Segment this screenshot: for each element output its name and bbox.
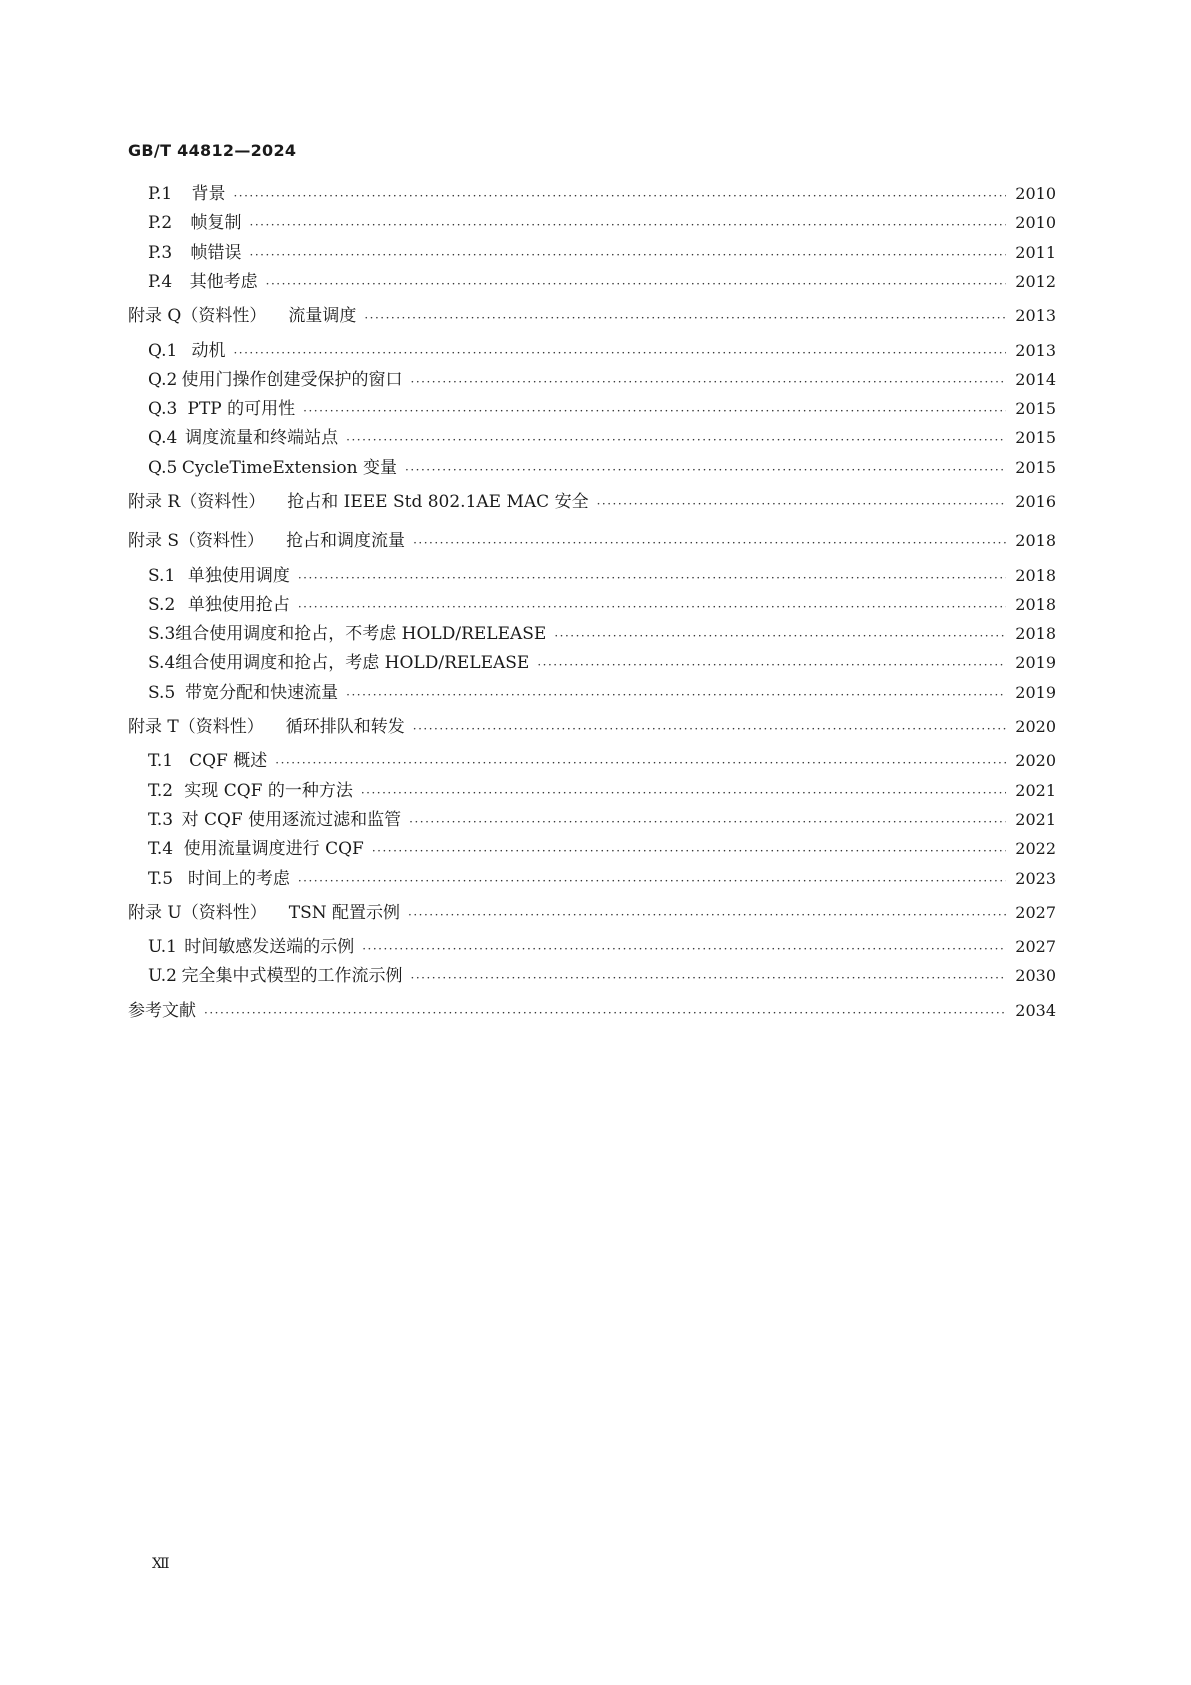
toc-entry[interactable] bbox=[128, 490, 1056, 514]
toc-entry-number: Q.1 bbox=[148, 341, 178, 361]
dot-leader bbox=[298, 597, 1006, 617]
toc-entry-title: 抢占和 IEEE Std 802.1AE MAC 安全 bbox=[287, 492, 589, 512]
toc-entry[interactable] bbox=[128, 339, 1056, 363]
toc-entry-number: 附录 T（资料性） bbox=[128, 717, 264, 737]
dot-leader bbox=[361, 783, 1006, 803]
toc-entry-page: 2015 bbox=[1015, 428, 1056, 447]
toc-entry[interactable] bbox=[128, 241, 1056, 265]
page-number: Ⅻ bbox=[152, 1556, 170, 1572]
toc-entry-title: 时间敏感发送端的示例 bbox=[184, 937, 355, 957]
dot-leader bbox=[275, 753, 1006, 773]
toc-entry-number: S.5 bbox=[148, 683, 176, 703]
toc-entry-number: T.3 bbox=[148, 810, 174, 830]
toc-entry-number: P.1 bbox=[148, 184, 173, 204]
toc-entry-page: 2010 bbox=[1015, 184, 1056, 203]
dot-leader bbox=[405, 460, 1006, 480]
toc-entry-title: 组合使用调度和抢占，不考虑 HOLD/RELEASE bbox=[175, 624, 547, 644]
toc-entry[interactable] bbox=[128, 681, 1056, 705]
toc-entry-number: 附录 R（资料性） bbox=[128, 492, 266, 512]
dot-leader bbox=[362, 939, 1006, 959]
dot-leader bbox=[346, 685, 1006, 705]
toc-entry-number: P.3 bbox=[148, 243, 173, 263]
toc-entry-title: 流量调度 bbox=[288, 306, 357, 326]
toc-entry-page: 2030 bbox=[1015, 966, 1056, 985]
toc-entry-number: S.1 bbox=[148, 566, 176, 586]
toc-entry-title: 抢占和调度流量 bbox=[286, 531, 406, 551]
toc-entry-page: 2018 bbox=[1015, 566, 1056, 585]
toc-entry-title: 时间上的考虑 bbox=[187, 869, 290, 889]
toc-entry-number: T.5 bbox=[148, 869, 174, 889]
toc-entry-page: 2012 bbox=[1015, 272, 1056, 291]
toc-entry-title: 帧复制 bbox=[190, 213, 242, 233]
toc-entry-title: 对 CQF 使用逐流过滤和监管 bbox=[181, 810, 402, 830]
dot-leader bbox=[298, 871, 1006, 891]
toc-entry[interactable] bbox=[128, 867, 1056, 891]
toc-entry-title: 背景 bbox=[191, 184, 226, 204]
toc-entry-title: 使用门操作创建受保护的窗口 bbox=[181, 370, 403, 390]
toc-entry-page: 2015 bbox=[1015, 458, 1056, 477]
toc-entry-page: 2027 bbox=[1015, 903, 1056, 922]
toc-entry-title: PTP 的可用性 bbox=[187, 399, 296, 419]
toc-entry-title: 带宽分配和快速流量 bbox=[185, 683, 339, 703]
toc-entry[interactable] bbox=[128, 529, 1056, 553]
dot-leader bbox=[413, 719, 1006, 739]
toc-entry[interactable] bbox=[128, 935, 1056, 959]
toc-entry-number: T.2 bbox=[148, 781, 174, 801]
dot-leader bbox=[364, 308, 1006, 328]
dot-leader bbox=[250, 215, 1006, 235]
toc-entry[interactable] bbox=[128, 456, 1056, 480]
toc-entry-page: 2018 bbox=[1015, 624, 1056, 643]
toc-entry-number: Q.5 bbox=[148, 458, 178, 478]
dot-leader bbox=[411, 372, 1007, 392]
toc-entry-number: U.1 bbox=[148, 937, 177, 957]
dot-leader bbox=[298, 568, 1006, 588]
toc-entry-title: TSN 配置示例 bbox=[288, 903, 400, 923]
toc-entry-title: 单独使用调度 bbox=[187, 566, 290, 586]
toc-entry[interactable] bbox=[128, 397, 1056, 421]
toc-entry-page: 2018 bbox=[1015, 531, 1056, 550]
toc-entry-title: 单独使用抢占 bbox=[187, 595, 290, 615]
toc-entry-title: 调度流量和终端站点 bbox=[185, 428, 339, 448]
toc-entry-number: T.4 bbox=[148, 839, 174, 859]
toc-entry[interactable] bbox=[128, 901, 1056, 925]
toc-entry-number: U.2 bbox=[148, 966, 177, 986]
dot-leader bbox=[303, 401, 1006, 421]
toc-entry-page: 2020 bbox=[1015, 751, 1056, 770]
dot-leader bbox=[411, 968, 1007, 988]
toc-entry[interactable] bbox=[128, 622, 1056, 646]
dot-leader bbox=[250, 245, 1006, 265]
dot-leader bbox=[372, 841, 1006, 861]
toc-entry-title: 使用流量调度进行 CQF bbox=[183, 839, 364, 859]
toc-entry-number: Q.3 bbox=[148, 399, 178, 419]
toc-entry-title: 组合使用调度和抢占，考虑 HOLD/RELEASE bbox=[175, 653, 530, 673]
toc-entry[interactable] bbox=[128, 651, 1056, 675]
toc-entry[interactable] bbox=[128, 779, 1056, 803]
toc-entry-page: 2021 bbox=[1015, 781, 1056, 800]
toc-entry-number: 附录 Q（资料性） bbox=[128, 306, 267, 326]
toc-entry-page: 2020 bbox=[1015, 717, 1056, 736]
toc-entry-number: 附录 S（资料性） bbox=[128, 531, 265, 551]
toc-entry-page: 2013 bbox=[1015, 306, 1056, 325]
toc-entry-page: 2015 bbox=[1015, 399, 1056, 418]
toc-entry-title: 帧错误 bbox=[190, 243, 242, 263]
toc-entry-title: CycleTimeExtension 变量 bbox=[181, 458, 397, 478]
toc-entry-title: 完全集中式模型的工作流示例 bbox=[181, 966, 403, 986]
toc-entry-number: S.3 bbox=[148, 624, 176, 644]
toc-entry[interactable] bbox=[128, 999, 1056, 1023]
toc-entry-page: 2010 bbox=[1015, 213, 1056, 232]
toc-entry-number: Q.4 bbox=[148, 428, 178, 448]
toc-entry-number: T.1 bbox=[148, 751, 174, 771]
toc-entry-title: 实现 CQF 的一种方法 bbox=[184, 781, 353, 801]
dot-leader bbox=[266, 274, 1006, 294]
toc-entry[interactable] bbox=[128, 368, 1056, 392]
toc-entry-page: 2013 bbox=[1015, 341, 1056, 360]
toc-entry[interactable] bbox=[128, 593, 1056, 617]
toc-entry-page: 2022 bbox=[1015, 839, 1056, 858]
toc-entry-title: 循环排队和转发 bbox=[285, 717, 405, 737]
toc-entry-page: 2034 bbox=[1015, 1001, 1056, 1020]
toc-entry-title: 动机 bbox=[191, 341, 226, 361]
toc-entry-page: 2021 bbox=[1015, 810, 1056, 829]
toc-entry-page: 2014 bbox=[1015, 370, 1056, 389]
toc-entry-title: 其他考虑 bbox=[189, 272, 258, 292]
toc-entry-title: CQF 概述 bbox=[189, 751, 268, 771]
toc-entry[interactable] bbox=[128, 715, 1056, 739]
toc-entry-number: 附录 U（资料性） bbox=[128, 903, 267, 923]
dot-leader bbox=[597, 494, 1006, 514]
toc-entry-page: 2011 bbox=[1015, 243, 1056, 262]
dot-leader bbox=[409, 812, 1006, 832]
toc-entry[interactable] bbox=[128, 426, 1056, 450]
toc-entry[interactable] bbox=[128, 964, 1056, 988]
dot-leader bbox=[204, 1003, 1006, 1023]
dot-leader bbox=[233, 186, 1006, 206]
toc-entry[interactable] bbox=[128, 304, 1056, 328]
toc-entry[interactable] bbox=[128, 211, 1056, 235]
toc-entry[interactable] bbox=[128, 749, 1056, 773]
toc-entry[interactable] bbox=[128, 837, 1056, 861]
dot-leader bbox=[346, 430, 1006, 450]
standard-code: GB/T 44812—2024 bbox=[128, 141, 297, 160]
dot-leader bbox=[413, 533, 1006, 553]
toc-entry-page: 2019 bbox=[1015, 653, 1056, 672]
toc-entry-number: S.2 bbox=[148, 595, 176, 615]
toc-entry-number: P.2 bbox=[148, 213, 173, 233]
dot-leader bbox=[408, 905, 1006, 925]
toc-entry-page: 2016 bbox=[1015, 492, 1056, 511]
toc-entry-number: P.4 bbox=[148, 272, 173, 292]
dot-leader bbox=[554, 626, 1006, 646]
dot-leader bbox=[233, 343, 1006, 363]
toc-entry[interactable] bbox=[128, 808, 1056, 832]
toc-entry-page: 2027 bbox=[1015, 937, 1056, 956]
toc-entry[interactable] bbox=[128, 564, 1056, 588]
dot-leader bbox=[537, 655, 1006, 675]
toc-entry-page: 2018 bbox=[1015, 595, 1056, 614]
toc-entry-number: S.4 bbox=[148, 653, 176, 673]
toc-entry[interactable] bbox=[128, 182, 1056, 206]
toc-entry[interactable] bbox=[128, 270, 1056, 294]
toc-entry-page: 2023 bbox=[1015, 869, 1056, 888]
toc-entry-title: 参考文献 bbox=[128, 1001, 196, 1021]
toc-entry-number: Q.2 bbox=[148, 370, 178, 390]
toc-entry-page: 2019 bbox=[1015, 683, 1056, 702]
